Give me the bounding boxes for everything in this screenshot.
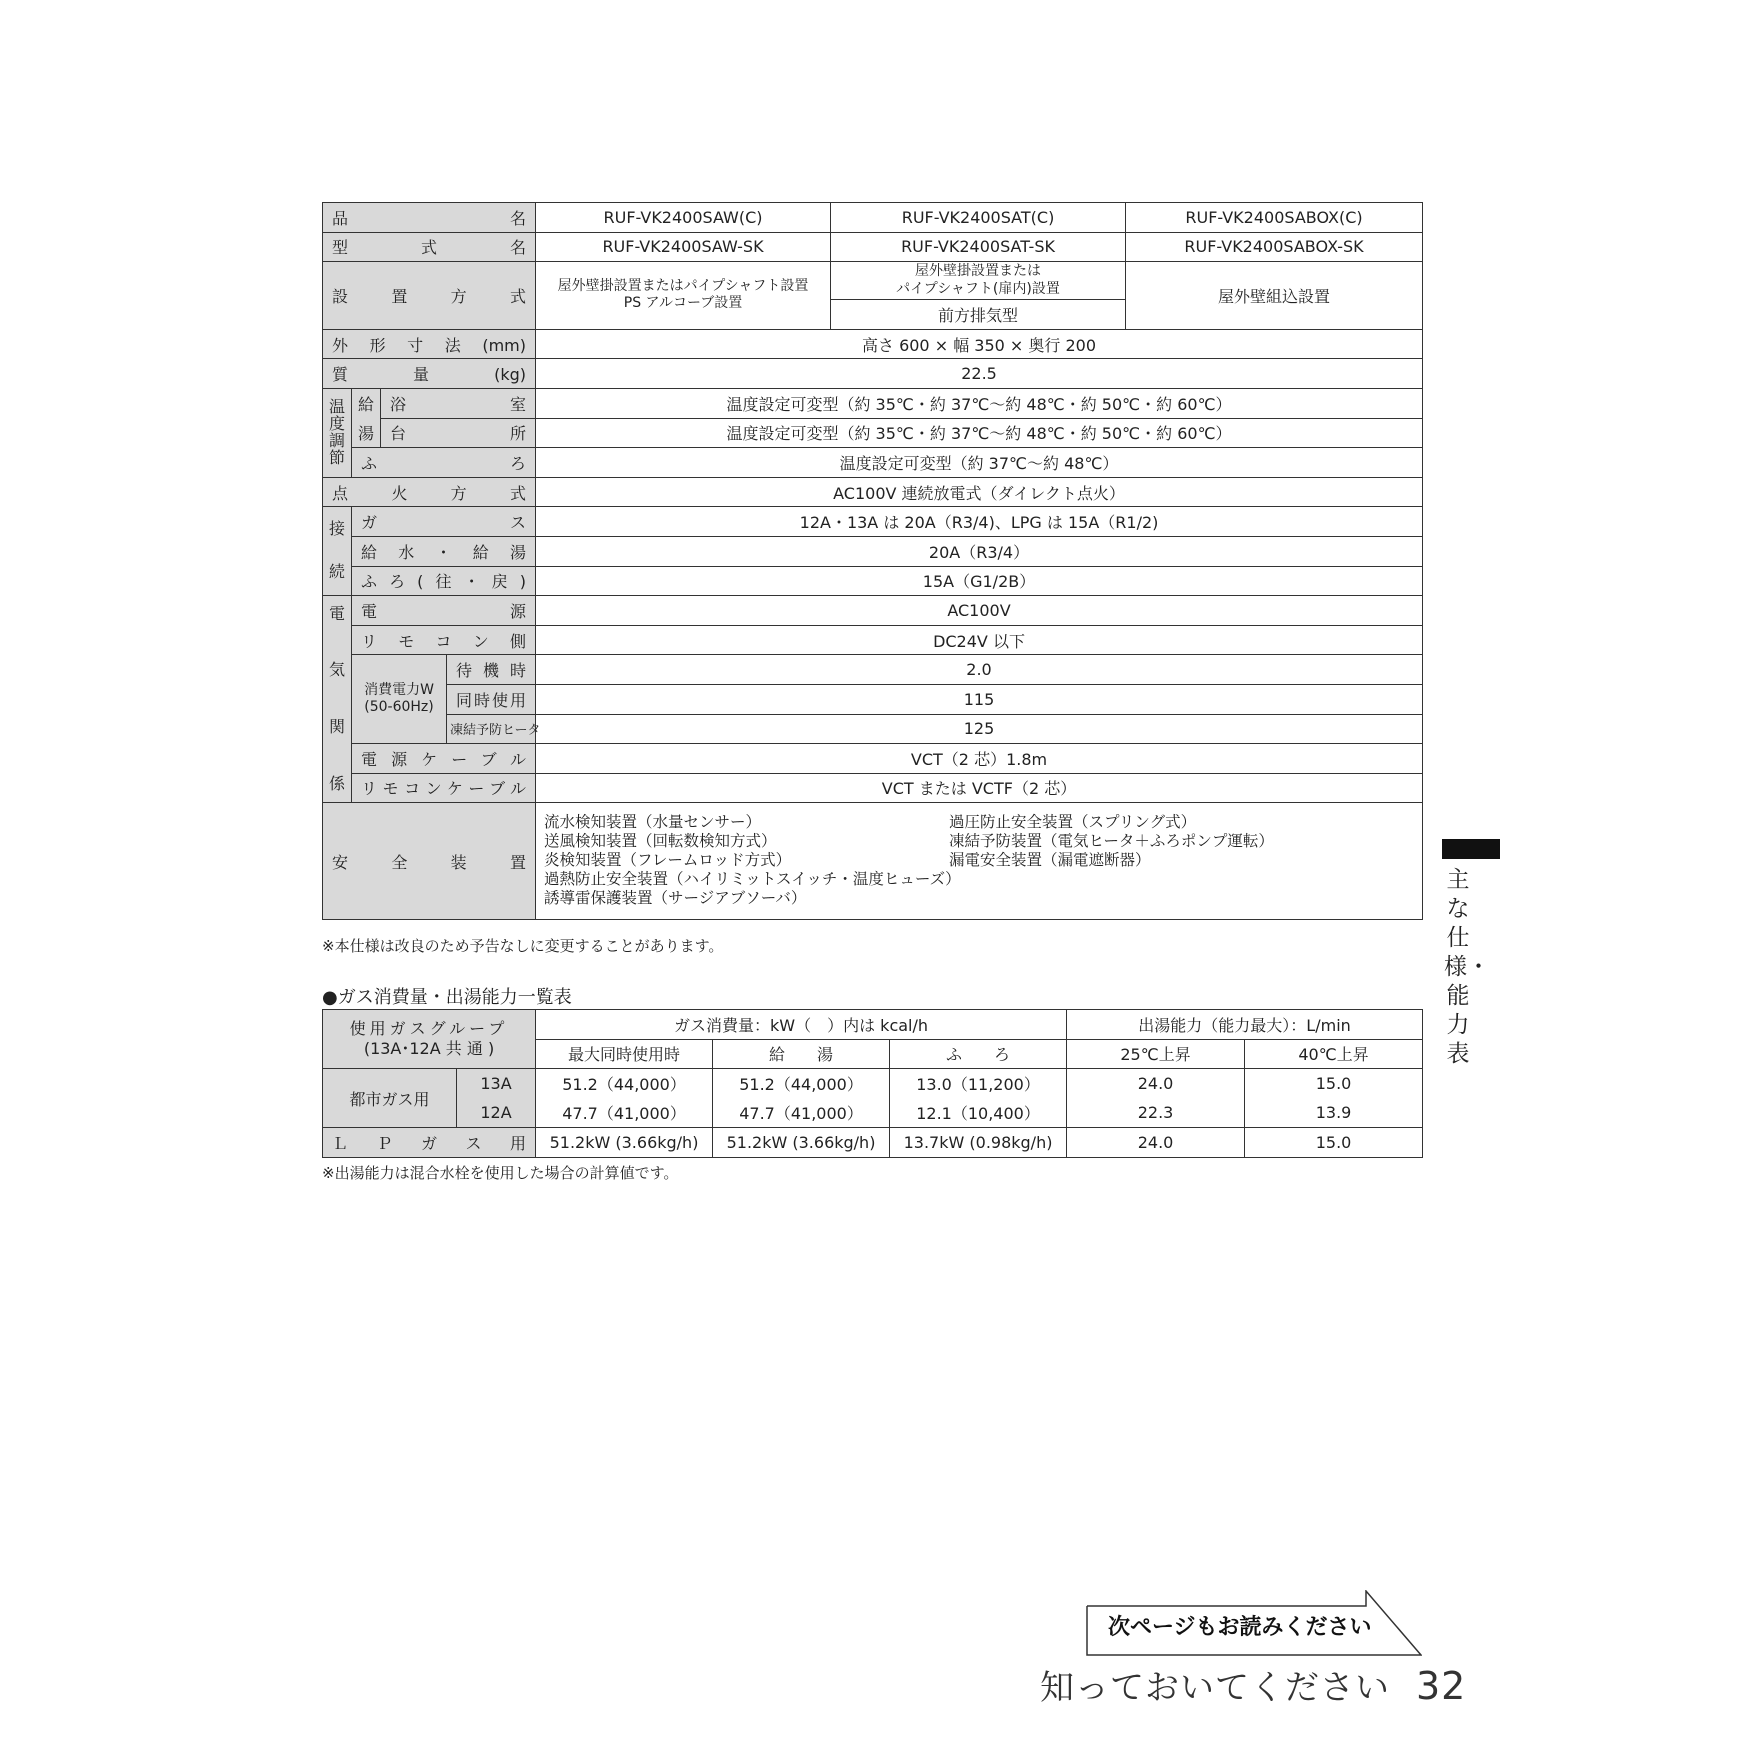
gas-cell: 51.2kW (3.66kg/h) xyxy=(536,1128,713,1158)
gas-cell: 13.9 xyxy=(1245,1098,1423,1128)
gas-group-header-line2: (13A･12A 共 通 ) xyxy=(363,1039,495,1058)
gas-cell: 22.3 xyxy=(1067,1098,1245,1128)
temp-group-text: 温度調節 xyxy=(328,397,345,467)
gas-cell: 47.7（41,000） xyxy=(536,1098,713,1128)
power-value: AC100V xyxy=(536,596,1423,626)
installation-col2-line2: パイプシャフト(扉内)設置 xyxy=(896,280,1060,297)
gas-cell: 24.0 xyxy=(1067,1069,1245,1099)
gas-cell: 13.0（11,200） xyxy=(890,1069,1067,1099)
simultaneous-value: 115 xyxy=(536,684,1423,714)
consumption-label-line2: (50-60Hz) xyxy=(364,699,434,716)
installation-col1-line2: PS アルコーブ設置 xyxy=(623,295,743,312)
electric-group-3: 関 xyxy=(328,717,345,737)
safety-item: 炎検知装置（フレームロッド方式） xyxy=(544,851,792,870)
consumption-header: ガス消費量：kW（ ）内は kcal/h xyxy=(536,1010,1067,1040)
product-name-2: RUF-VK2400SAT(C) xyxy=(831,203,1126,233)
freeze-heater-value: 125 xyxy=(536,714,1423,744)
lp-gas-label: ＬＰガス用 xyxy=(323,1128,536,1158)
label-bath-pipe: ふろ(往・戻) xyxy=(352,566,536,596)
safety-item xyxy=(949,870,1414,889)
label-gas: ガス xyxy=(352,507,536,537)
product-name-3: RUF-VK2400SABOX(C) xyxy=(1126,203,1423,233)
model-name-1: RUF-VK2400SAW-SK xyxy=(536,232,831,262)
standby-value: 2.0 xyxy=(536,655,1423,685)
electric-group-2: 気 xyxy=(328,660,345,680)
label-ignition: 点火方式 xyxy=(323,477,536,507)
installation-col1-line1: 屋外壁掛設置またはパイプシャフト設置 xyxy=(557,277,809,294)
installation-col2-line1: 屋外壁掛設置または xyxy=(915,263,1042,280)
safety-item: 過圧防止安全装置（スプリング式） xyxy=(949,813,1197,832)
model-name-3: RUF-VK2400SABOX-SK xyxy=(1126,232,1423,262)
footer-section: 知っておいてください xyxy=(1040,1668,1390,1708)
label-consumption xyxy=(352,655,447,744)
sub-header: 25℃上昇 xyxy=(1067,1039,1245,1069)
gas-cell: 13.7kW (0.98kg/h) xyxy=(890,1128,1067,1158)
label-water: 給水・給湯 xyxy=(352,536,536,566)
dimensions-value: 高さ 600 × 幅 350 × 奥行 200 xyxy=(536,329,1423,359)
gas-cell: 15.0 xyxy=(1245,1069,1423,1099)
sub-header: ふ ろ xyxy=(890,1039,1067,1069)
temp-bathroom-value: 温度設定可変型（約 35℃・約 37℃～約 48℃・約 50℃・約 60℃） xyxy=(536,388,1423,418)
gas-cell: 51.2（44,000） xyxy=(713,1069,890,1099)
temp-bath-value: 温度設定可変型（約 37℃～約 48℃） xyxy=(536,448,1423,478)
connection-group-1: 接 xyxy=(328,519,345,539)
label-power-cable: 電源ケーブル xyxy=(352,744,536,774)
safety-item: 漏電安全装置（漏電遮断器） xyxy=(949,851,1151,870)
label-model-name: 型式名 xyxy=(323,232,536,262)
label-installation: 設置方式 xyxy=(323,262,536,330)
remote-side-value: DC24V 以下 xyxy=(536,625,1423,655)
gas-table-title: ●ガス消費量・出湯能力一覧表 xyxy=(322,987,572,1008)
label-product-name: 品名 xyxy=(323,203,536,233)
spec-note: ※本仕様は改良のため予告なしに変更することがあります。 xyxy=(322,937,724,955)
label-supply-1: 給 xyxy=(352,388,381,418)
label-bath: ふろ xyxy=(352,448,536,478)
page-footer xyxy=(1040,1660,1466,1709)
label-temp-group xyxy=(323,388,352,477)
connection-group-2: 続 xyxy=(328,562,345,582)
safety-item: 流水検知装置（水量センサー） xyxy=(544,813,762,832)
water-value: 20A（R3/4） xyxy=(536,536,1423,566)
label-dimensions: 外形寸法(mm) xyxy=(323,329,536,359)
gas-cell: 12.1（10,400） xyxy=(890,1098,1067,1128)
installation-col2-sub: 前方排気型 xyxy=(831,300,1126,330)
consumption-label-line1: 消費電力W xyxy=(364,681,434,698)
gas-cell: 51.2kW (3.66kg/h) xyxy=(713,1128,890,1158)
model-name-2: RUF-VK2400SAT-SK xyxy=(831,232,1126,262)
label-simultaneous: 同時使用 xyxy=(447,684,536,714)
temp-kitchen-value: 温度設定可変型（約 35℃・約 37℃～約 48℃・約 50℃・約 60℃） xyxy=(536,418,1423,448)
label-freeze-heater: 凍結予防ヒータ xyxy=(447,714,536,744)
next-page-label: 次ページもお読みください xyxy=(1108,1615,1372,1640)
electric-group-4: 係 xyxy=(328,774,345,793)
gas-row-label: 12A xyxy=(457,1098,536,1128)
safety-item: 送風検知装置（回転数検知方式） xyxy=(544,832,777,851)
page-number: 32 xyxy=(1416,1664,1467,1708)
sub-header: 40℃上昇 xyxy=(1245,1039,1423,1069)
gas-cell: 51.2（44,000） xyxy=(536,1069,713,1099)
weight-value: 22.5 xyxy=(536,359,1423,389)
label-kitchen: 台所 xyxy=(381,418,536,448)
bath-pipe-value: 15A（G1/2B） xyxy=(536,566,1423,596)
power-cable-value: VCT（2 芯）1.8m xyxy=(536,744,1423,774)
safety-item: 誘導雷保護装置（サージアブソーバ） xyxy=(544,889,807,908)
gas-table xyxy=(322,1009,1423,1158)
safety-item: 過熱防止安全装置（ハイリミットスイッチ・温度ヒューズ） xyxy=(544,870,961,889)
gas-cell: 24.0 xyxy=(1067,1128,1245,1158)
label-remote-side: リモコン側 xyxy=(352,625,536,655)
installation-col3: 屋外壁組込設置 xyxy=(1126,262,1423,330)
gas-group-header-line1: 使用ガスグループ xyxy=(349,1019,509,1038)
side-tab-label: 主な仕様・能力表 xyxy=(1444,867,1490,1067)
installation-col2 xyxy=(831,262,1126,300)
city-gas-label: 都市ガス用 xyxy=(323,1069,457,1128)
gas-group-header xyxy=(323,1010,536,1069)
gas-cell: 15.0 xyxy=(1245,1128,1423,1158)
installation-col1 xyxy=(536,262,831,330)
label-weight: 質量(kg) xyxy=(323,359,536,389)
gas-row-label: 13A xyxy=(457,1069,536,1099)
label-supply-2: 湯 xyxy=(352,418,381,448)
label-standby: 待機時 xyxy=(447,655,536,685)
label-remote-cable: リモコンケーブル xyxy=(352,773,536,803)
safety-item xyxy=(949,889,1414,908)
electric-group-1: 電 xyxy=(328,603,345,623)
label-connection-group xyxy=(323,507,352,596)
gas-cell: 47.7（41,000） xyxy=(713,1098,890,1128)
label-safety: 安全装置 xyxy=(323,803,536,920)
gas-value: 12A・13A は 20A（R3/4)、LPG は 15A（R1/2) xyxy=(536,507,1423,537)
sub-header: 給 湯 xyxy=(713,1039,890,1069)
label-power: 電源 xyxy=(352,596,536,626)
gas-note: ※出湯能力は混合水栓を使用した場合の計算値です。 xyxy=(322,1164,679,1182)
label-bathroom: 浴室 xyxy=(381,388,536,418)
label-electric-group xyxy=(323,596,352,803)
safety-devices xyxy=(536,803,1423,920)
sub-header: 最大同時使用時 xyxy=(536,1039,713,1069)
capacity-header: 出湯能力（能力最大）：L/min xyxy=(1067,1010,1423,1040)
spec-table xyxy=(322,202,1423,920)
product-name-1: RUF-VK2400SAW(C) xyxy=(536,203,831,233)
safety-item: 凍結予防装置（電気ヒータ＋ふろポンプ運転） xyxy=(949,832,1274,851)
remote-cable-value: VCT または VCTF（2 芯） xyxy=(536,773,1423,803)
ignition-value: AC100V 連続放電式（ダイレクト点火） xyxy=(536,477,1423,507)
side-tab-marker xyxy=(1442,839,1500,859)
